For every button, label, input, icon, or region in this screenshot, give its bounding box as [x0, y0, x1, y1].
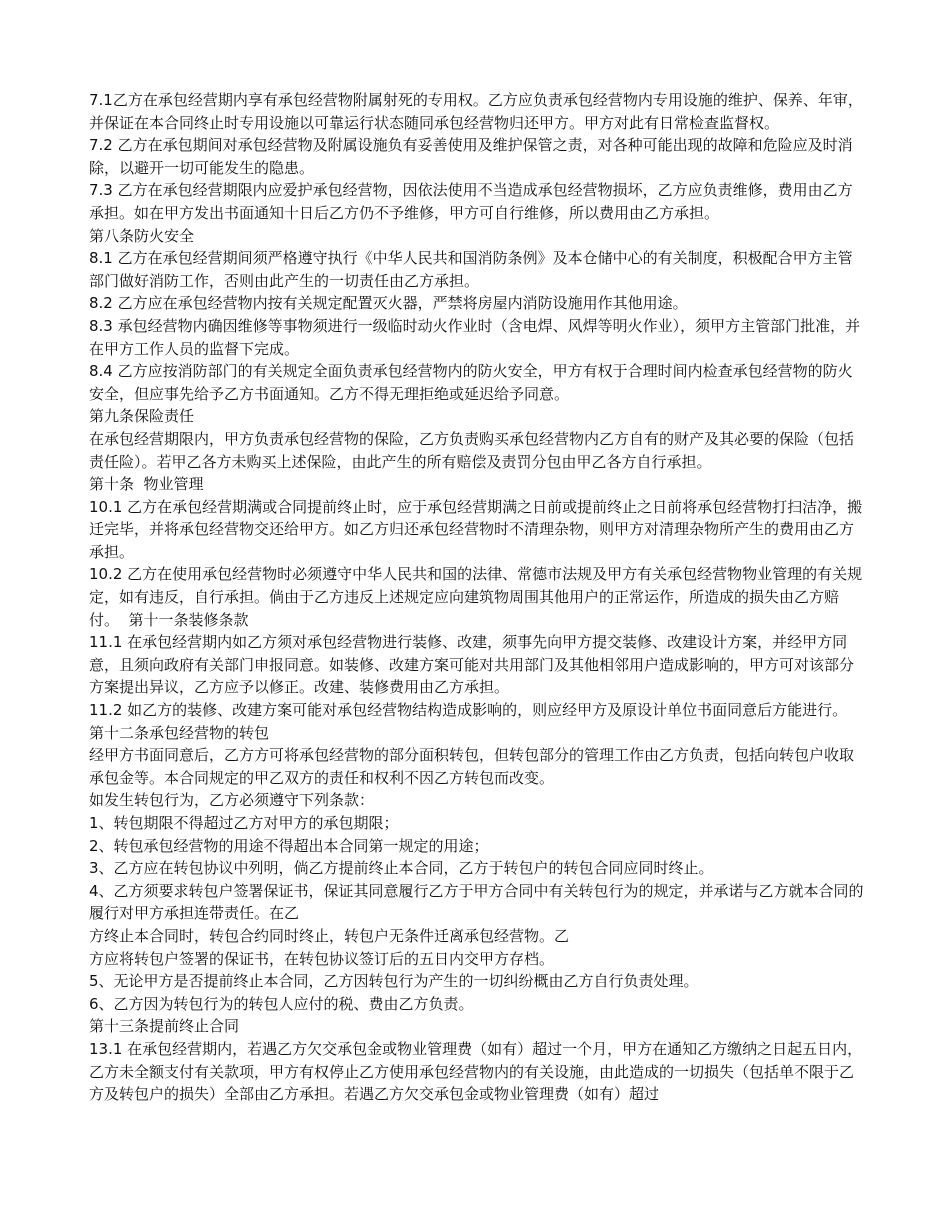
sublease-item-1: 1、转包期限不得超过乙方对甲方的承包期限；: [89, 814, 399, 832]
clause-10-2: 10.2 乙方在使用承包经营物时必须遵守中华人民共和国的法律、常德市法规及甲方有关承包经营物物业管理的有关规定，如有违反，自行承担。倘由于乙方违反上述规定应向建筑物周围其他用户的正常运作，所造成的损失由乙方赔付。 第十一条装修条款: [89, 565, 863, 629]
clause-8-1: 8.1 乙方在承包经营期间须严格遵守执行《中华人民共和国消防条例》及本仓储中心的有关制度，积极配合甲方主管部门做好消防工作，否则由此产生的一切责任由乙方承担。: [89, 249, 853, 290]
sublease-item-4-cont-b: 方应将转包户签署的保证书，在转包协议签订后的五日内交甲方存档。: [89, 949, 555, 968]
sublease-item-6: 6、乙方因为转包行为的转包人应付的税、费由乙方负责。: [89, 994, 474, 1013]
clause-11-2: 11.2 如乙方的装修、改建方案可能对承包经营物结构造成影响的，则应经甲方及原设计单位书面同意后方能进行。: [89, 701, 848, 720]
sublease-item-5: 5、无论甲方是否提前终止本合同，乙方因转包行为产生的一切纠纷概由乙方自行负责处理。: [89, 972, 699, 991]
clause-8-3: 8.3 承包经营物内确因维修等事物须进行一级临时动火作业时（含电焊、风焊等明火作业），须甲方主管部门批准，并在甲方工作人员的监督下完成。: [89, 316, 861, 358]
sublease-item-3: 3、乙方应在转包协议中列明，倘乙方提前终止本合同，乙方于转包户的转包合同应同时终止。: [89, 859, 714, 878]
sublease-item-2: 2、转包承包经营物的用途不得超出本合同第一规定的用途；: [89, 836, 489, 855]
sublease-intro: 如发生转包行为，乙方必须遵守下列条款：: [89, 791, 375, 810]
article-13-heading: 第十三条提前终止合同: [89, 1017, 240, 1036]
article-8-heading: 第八条防火安全: [89, 226, 195, 245]
sublease-item-4-cont-a: 方终止本合同时，转包合约同时终止，转包户无条件迁离承包经营物。乙: [89, 926, 570, 945]
article-10-heading: 第十条 物业管理: [89, 475, 204, 494]
clause-8-2: 8.2 乙方应在承包经营物内按有关规定配置灭火器，严禁将房屋内消防设施用作其他用途。: [89, 294, 688, 313]
sublease-item-4: 4、乙方须要求转包户签署保证书，保证其同意履行乙方于甲方合同中有关转包行为的规定，并承诺与乙方就本合同的履行对甲方承担连带责任。在乙: [89, 881, 864, 923]
article-12-body: 经甲方书面同意后，乙方方可将承包经营物的部分面积转包，但转包部分的管理工作由乙方负责，包括向转包户收取承包金等。本合同规定的甲乙双方的责任和权利不因乙方转包而改变。: [89, 746, 855, 787]
article-12-heading: 第十二条承包经营物的转包: [89, 723, 270, 742]
clause-10-1: 10.1 乙方在承包经营期满或合同提前终止时，应于承包经营期满之日前或提前终止之日前将承包经营物打扫洁净，搬迁完毕，并将承包经营物交还给甲方。如乙方归还承包经营物时不清理杂物，则甲方对清理杂物所产生的费用由乙方承担。: [89, 497, 863, 561]
clause-7-1: 7.1乙方在承包经营期内享有承包经营物附属射死的专用权。乙方应负责承包经营物内专用设施的维护、保养、年审，并保证在本合同终止时专用设施以可靠运行状态随同承包经营物归还甲方。甲方对此有日常检查监督权。: [89, 91, 863, 132]
clause-7-2: 7.2 乙方在承包期间对承包经营物及附属设施负有妥善使用及维护保管之责，对各种可能出现的故障和危险应及时消除，以避开一切可能发生的隐患。: [89, 136, 853, 177]
clause-7-3: 7.3 乙方在承包经营期限内应爱护承包经营物，因依法使用不当造成承包经营物损坏，乙方应负责维修，费用由乙方承担。如在甲方发出书面通知十日后乙方仍不予维修，甲方可自行维修，所以费用由乙方承担。: [89, 181, 853, 222]
article-9-body: 在承包经营期限内，甲方负责承包经营物的保险，乙方负责购买承包经营物内乙方自有的财产及其必要的保险（包括责任险）。若甲乙各方未购买上述保险，由此产生的所有赔偿及责罚分包由甲乙各方自行承担。: [89, 429, 855, 471]
article-9-heading: 第九条保险责任: [89, 407, 195, 426]
clause-8-4: 8.4 乙方应按消防部门的有关规定全面负责承包经营物内的防火安全，甲方有权于合理时间内检查承包经营物的防火安全，但应事先给予乙方书面通知。乙方不得无理拒绝或延迟给予同意。: [89, 362, 853, 403]
clause-11-1: 11.1 在承包经营期内如乙方须对承包经营物进行装修、改建，须事先向甲方提交装修、改建设计方案，并经甲方同意，且须向政府有关部门申报同意。如装修、改建方案可能对共用部门及其他相邻用户造成影响的，甲方可对该部分方案提出异议，乙方应予以修正。改建、装修费用由乙方承担。: [89, 633, 855, 697]
clause-13-1: 13.1 在承包经营期内，若遇乙方欠交承包金或物业管理费（如有）超过一个月，甲方在通知乙方缴纳之日起五日内，乙方未全额支付有关款项，甲方有权停止乙方使用承包经营物内的有关设施，由此造成的一切损失（包括单不限于乙方及转包户的损失）全部由乙方承担。若遇乙方欠交承包金或物业管理费（如有）超过: [89, 1039, 863, 1104]
